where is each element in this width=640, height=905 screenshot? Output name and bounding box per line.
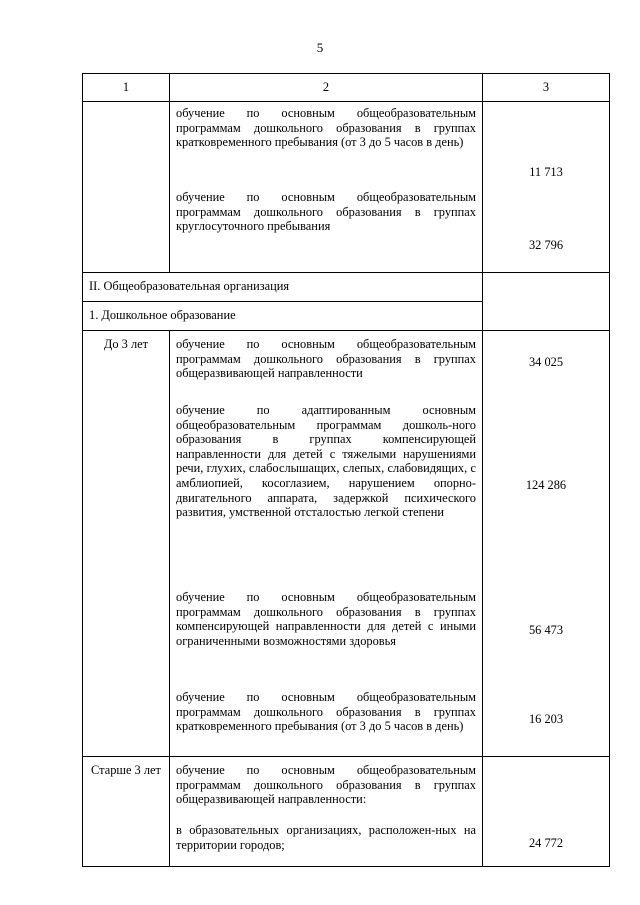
row-value: 16 203 [528,712,564,726]
description-cell [170,102,483,273]
header-col-3: 3 [483,74,610,102]
category-cell [83,757,170,867]
row-text: в образовательных организациях, расположен-ных на территории городов; [176,823,476,852]
row-text: обучение по основным общеобразовательным программам дошкольного образования в группах общеразвивающей направленности [176,337,476,381]
header-col-1: 1 [83,74,170,102]
age-group-label: Старше 3 лет [91,763,161,777]
row-value: 124 286 [525,478,567,492]
row-value: 11 713 [529,165,563,179]
description-cell [170,757,483,867]
value-cell [483,102,610,273]
table-row [83,331,610,757]
age-group-label: До 3 лет [103,337,149,351]
subsection-heading: 1. Дошкольное образование [83,302,483,331]
category-cell [83,331,170,757]
row-value: 24 772 [528,836,564,850]
value-cell [483,331,610,757]
row-text: обучение по основным общеобразовательным программам дошкольного образования в группах кратковременного пребывания (от 3 до 5 часов в день) [176,690,476,734]
category-cell [83,102,170,273]
header-row [83,74,610,102]
value-cell [483,757,610,867]
row-text: обучение по основным общеобразовательным программам дошкольного образования в группах компенсирующей направленности для детей с иными ограниченными возможностями здоровья [176,590,476,648]
page-number: 5 [316,40,324,55]
row-text: обучение по адаптированным основным общеобразовательным программам дошколь-ного образования в группах компенсирующей направленности для детей с тяжелыми нарушениями речи, глухих, слабослышащих, слепых, слабовидящих, с амблиопией, косоглазием, нарушением опорно-двигательного аппарата, задержкой психического развития, умственной отсталостью легкой степени [176,403,476,520]
description-cell [170,331,483,757]
tariff-table [82,73,610,867]
row-text: обучение по основным общеобразовательным программам дошкольного образования в группах общеразвивающей направленности: [176,763,476,807]
table-row [83,102,610,273]
row-value: 56 473 [528,623,564,637]
section-value-cell [483,273,610,331]
row-value: 32 796 [528,238,564,252]
row-value: 34 025 [528,355,564,369]
row-text: обучение по основным общеобразовательным программам дошкольного образования в группах кратковременного пребывания (от 3 до 5 часов в день) [176,106,476,150]
table-row [83,757,610,867]
section-row [83,273,610,302]
row-text: обучение по основным общеобразовательным программам дошкольного образования в группах круглосуточного пребывания [176,190,476,234]
header-col-2: 2 [170,74,483,102]
section-heading: II. Общеобразовательная организация [83,273,483,302]
